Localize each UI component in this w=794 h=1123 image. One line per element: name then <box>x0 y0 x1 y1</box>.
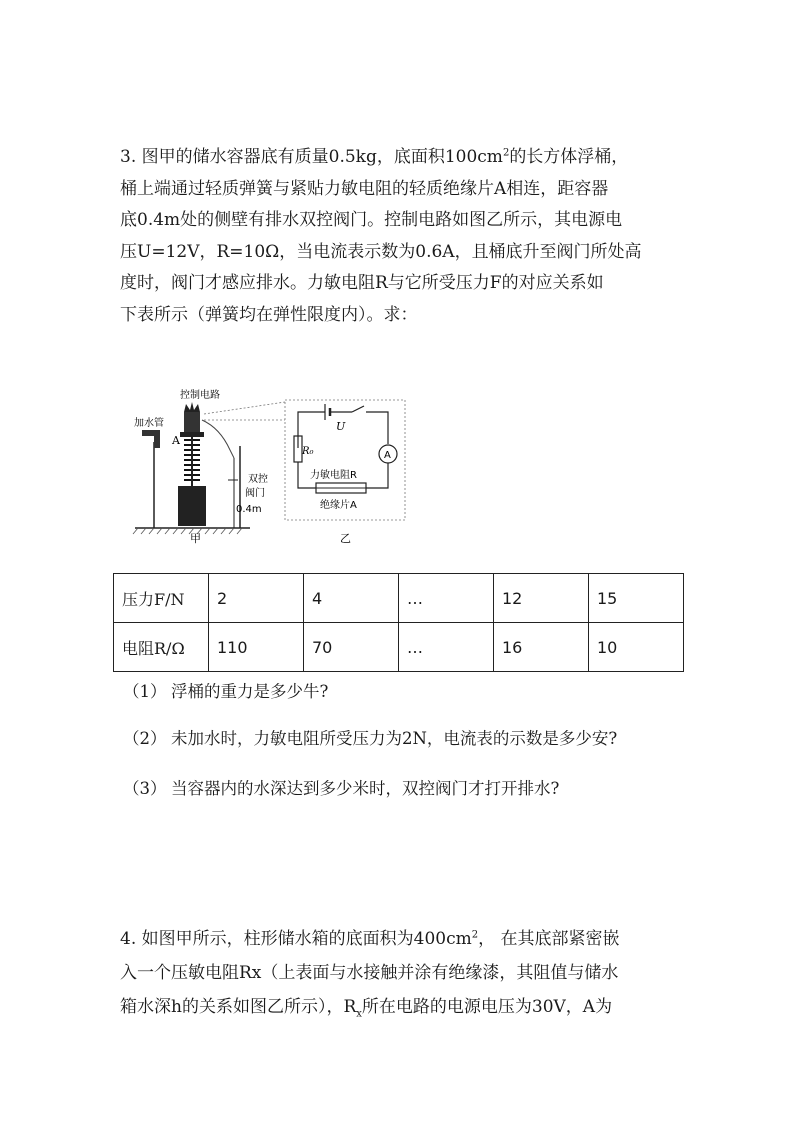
problem-3-line-3: 底0.4m处的侧壁有排水双控阀门。控制电路如图乙所示，其电源电 <box>120 210 623 230</box>
table-cell: 110 <box>209 623 304 672</box>
table-cell: 2 <box>209 574 304 623</box>
label-insulator: 绝缘片A <box>320 500 357 511</box>
caption-right: 乙 <box>340 532 351 545</box>
problem-4-line-1 <box>120 922 680 956</box>
superscript: 2 <box>471 929 479 941</box>
question-number: （2） <box>123 729 167 748</box>
table-cell: … <box>399 574 494 623</box>
problem-4-text <box>120 922 680 1024</box>
superscript: 2 <box>502 147 510 159</box>
question-text: 未加水时，力敏电阻所受压力为2N，电流表的示数是多少安? <box>171 729 618 748</box>
problem-3-line-1-a: 3. 图甲的储水容器底有质量0.5kg，底面积100cm <box>120 147 503 167</box>
question-1 <box>123 678 328 702</box>
subscript: x <box>356 1008 362 1020</box>
problem-3-line-6: 下表所示（弹簧均在弹性限度内）。求： <box>120 304 418 325</box>
label-valve-2: 阀门 <box>245 488 265 499</box>
circuit-figure <box>120 380 420 550</box>
problem-3-line-5: 度时，阀门才感应排水。力敏电阻R与它所受压力F的对应关系如 <box>120 273 604 293</box>
caption-left: 甲 <box>190 532 201 545</box>
force-resistance-table <box>113 573 684 672</box>
question-text: 浮桶的重力是多少牛? <box>171 682 329 701</box>
question-text: 当容器内的水深达到多少米时，双控阀门才打开排水? <box>171 779 560 798</box>
label-valve-1: 双控 <box>248 474 268 485</box>
table-cell: … <box>399 623 494 672</box>
label-control-circuit: 控制电路 <box>180 390 220 401</box>
problem-4-line-3-a: 箱水深h的关系如图乙所示），R <box>120 997 357 1017</box>
problem-4-line-3 <box>120 990 680 1024</box>
question-2 <box>123 725 617 749</box>
table-cell: 4 <box>304 574 399 623</box>
question-3 <box>123 775 559 799</box>
table-cell: 10 <box>589 623 684 672</box>
label-inlet-pipe: 加水管 <box>134 418 164 429</box>
label-ammeter: A <box>384 450 391 461</box>
label-sensor: 力敏电阻R <box>310 470 357 481</box>
label-r0: R₀ <box>302 446 314 457</box>
label-u: U <box>336 420 346 433</box>
table-cell: 15 <box>589 574 684 623</box>
problem-4-line-2: 入一个压敏电阻Rx（上表面与水接触并涂有绝缘漆，其阻值与储水 <box>120 963 619 983</box>
problem-4-line-3-b: 所在电路的电源电压为30V，A为 <box>361 997 613 1017</box>
problem-4-line-1-a: 4. 如图甲所示，柱形储水箱的底面积为400cm <box>120 929 472 949</box>
label-plate-a: A <box>172 434 180 447</box>
question-number: （1） <box>123 682 167 701</box>
table-cell: 16 <box>494 623 589 672</box>
table-cell: 压力F/N <box>114 574 209 623</box>
table-cell: 电阻R/Ω <box>114 623 209 672</box>
problem-3-line-1 <box>120 142 680 174</box>
table-row <box>114 574 684 623</box>
label-height: 0.4m <box>236 504 262 515</box>
problem-3-line-4: 压U=12V，R=10Ω，当电流表示数为0.6A，且桶底升至阀门所处高 <box>120 241 642 262</box>
table-cell: 12 <box>494 574 589 623</box>
table-cell: 70 <box>304 623 399 672</box>
problem-3-line-1-b: 的长方体浮桶， <box>509 147 629 167</box>
question-number: （3） <box>123 779 167 798</box>
table-row <box>114 623 684 672</box>
problem-4-line-1-b: ， 在其底部紧密嵌 <box>478 929 620 949</box>
problem-3-line-2: 桶上端通过轻质弹簧与紧贴力敏电阻的轻质绝缘片A相连，距容器 <box>120 178 609 199</box>
problem-3-text <box>120 142 680 331</box>
